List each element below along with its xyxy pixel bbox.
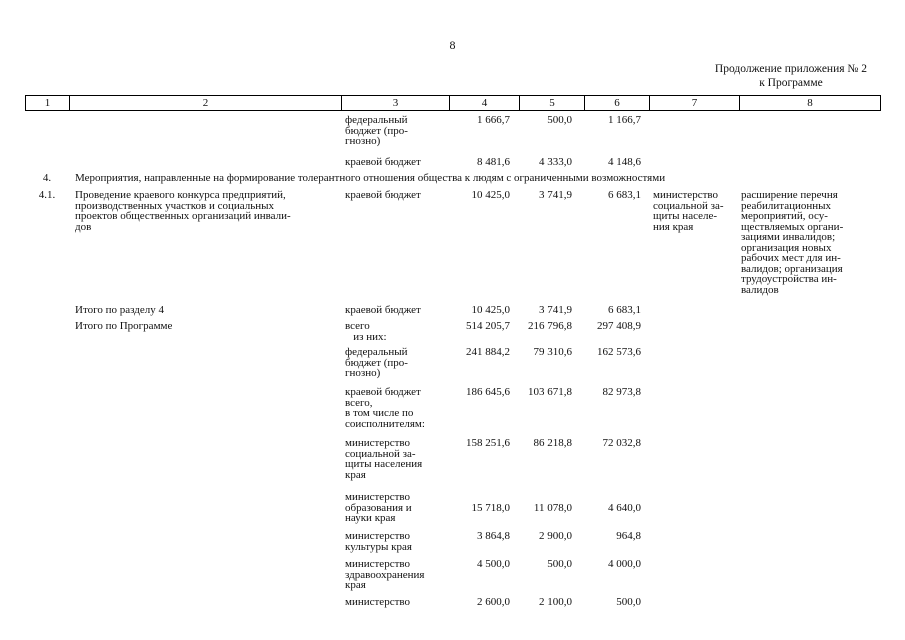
continuation-line-2: к Программе: [759, 77, 823, 89]
year2-amount-cell: 4 640,0: [608, 502, 641, 514]
cell-line: краевой бюджет: [345, 156, 421, 168]
cell-line: ществляемых органи-: [741, 220, 844, 233]
cell-line: краевой бюджет: [345, 386, 421, 398]
total-amount-cell: 10 425,0: [471, 189, 510, 201]
cell-line: министерство: [345, 491, 411, 503]
cell-line: министерство: [653, 189, 719, 201]
year2-amount-cell: 6 683,1: [608, 304, 641, 316]
cell-line: щиты населе-: [653, 210, 718, 222]
funding-source-cell: [345, 305, 445, 316]
cell-line: Итого по разделу 4: [75, 304, 164, 316]
year2-amount-cell: 82 973,8: [602, 386, 641, 398]
cell-line: Итого по Программе: [75, 320, 173, 332]
table-row: [0, 157, 905, 173]
row-number-cell: 4.: [42, 172, 52, 184]
column-header-cell: 6: [585, 96, 650, 111]
column-header-cell: 8: [740, 96, 881, 111]
cell-line: производственных участков и социальных: [75, 199, 275, 212]
column-header-row: [26, 96, 881, 111]
cell-line: края: [345, 579, 366, 591]
cell-line: здравоохранения: [345, 568, 425, 581]
year2-amount-cell: 964,8: [616, 530, 641, 542]
section-heading-row: [0, 173, 905, 190]
cell-line: щиты населения: [345, 458, 423, 470]
funding-source-cell: [345, 115, 445, 147]
funding-source-cell: [345, 321, 445, 342]
total-amount-cell: 10 425,0: [471, 304, 510, 316]
total-amount-cell: 4 500,0: [477, 558, 510, 570]
cell-line: социальной за-: [653, 199, 724, 212]
total-amount-cell: 3 864,8: [477, 530, 510, 542]
continuation-line-1: Продолжение приложения № 2: [714, 63, 867, 75]
funding-source-cell: [345, 190, 445, 201]
page-number: 8: [449, 38, 456, 52]
year1-amount-cell: 500,0: [547, 558, 572, 570]
year1-amount-cell: 86 218,8: [533, 437, 572, 449]
funding-source-cell: [345, 492, 445, 524]
column-header-table: [25, 95, 881, 111]
funding-source-cell: [345, 531, 445, 552]
funding-source-cell: [345, 347, 445, 379]
total-amount-cell: 15 718,0: [471, 502, 510, 514]
funding-source-cell: [345, 597, 445, 608]
cell-line: федеральный: [345, 346, 408, 358]
year1-amount-cell: 2 900,0: [539, 530, 572, 542]
cell-line: бюджет (про-: [345, 124, 408, 137]
year2-amount-cell: 4 148,6: [608, 156, 641, 168]
cell-line: организация новых: [741, 241, 832, 254]
table-row: [0, 597, 905, 611]
year2-amount-cell: 162 573,6: [597, 346, 641, 358]
table-row: [0, 559, 905, 597]
total-amount-cell: 514 205,7: [466, 320, 510, 332]
cell-line: краевой бюджет: [345, 304, 421, 316]
funding-source-cell: [345, 157, 445, 168]
cell-line: расширение перечня: [741, 189, 838, 201]
year2-amount-cell: 297 408,9: [597, 320, 641, 332]
cell-line: культуры края: [345, 540, 412, 553]
year2-amount-cell: 72 032,8: [602, 437, 641, 449]
cell-line: всего,: [345, 396, 373, 409]
year2-amount-cell: 500,0: [616, 596, 641, 608]
year1-amount-cell: 216 796,8: [528, 320, 572, 332]
total-amount-cell: 1 666,7: [477, 114, 510, 126]
cell-line: министерство: [345, 558, 411, 570]
activity-name-cell: [75, 321, 337, 332]
year1-amount-cell: 11 078,0: [533, 502, 572, 514]
funding-source-cell: [345, 387, 445, 429]
table-row: [0, 438, 905, 492]
executor-cell: [653, 190, 738, 232]
year1-amount-cell: 2 100,0: [539, 596, 572, 608]
cell-line: валидов; организация: [741, 262, 843, 275]
cell-line: министерство: [345, 530, 411, 542]
total-amount-cell: 2 600,0: [477, 596, 510, 608]
column-header-cell: 4: [450, 96, 520, 111]
cell-line: трудоустройства ин-: [741, 273, 837, 285]
cell-line: мероприятий, осу-: [741, 210, 828, 222]
funding-source-cell: [345, 559, 445, 591]
cell-line: гнозно): [345, 135, 381, 147]
year2-amount-cell: 4 000,0: [608, 558, 641, 570]
cell-line: бюджет (про-: [345, 356, 408, 369]
cell-line: министерство: [345, 596, 411, 608]
cell-line: гнозно): [345, 367, 381, 379]
funding-source-cell: [345, 438, 445, 480]
cell-line: валидов: [741, 283, 779, 296]
cell-line: реабилитационных: [741, 199, 832, 212]
cell-line: краевой бюджет: [345, 189, 421, 201]
year1-amount-cell: 3 741,9: [539, 304, 572, 316]
year2-amount-cell: 6 683,1: [608, 189, 641, 201]
cell-line: образования и: [345, 501, 412, 514]
cell-line: науки края: [345, 512, 396, 524]
year1-amount-cell: 103 671,8: [528, 386, 572, 398]
year1-amount-cell: 4 333,0: [539, 156, 572, 168]
table-row: [0, 531, 905, 559]
column-header-cell: 3: [342, 96, 450, 111]
table-row: [0, 492, 905, 531]
cell-line: Проведение краевого конкурса предприятий,: [75, 189, 286, 201]
cell-line: рабочих мест для ин-: [741, 252, 841, 264]
cell-line: проектов общественных организаций инвали-: [75, 210, 291, 222]
year1-amount-cell: 3 741,9: [539, 189, 572, 201]
row-number-cell: 4.1.: [38, 189, 56, 201]
total-amount-cell: 186 645,6: [466, 386, 510, 398]
section-total-row: [0, 305, 905, 321]
total-amount-cell: 241 884,2: [466, 346, 510, 358]
expected-result-cell: [741, 190, 877, 295]
cell-line: социальной за-: [345, 447, 416, 460]
column-header-cell: 5: [520, 96, 585, 111]
section-title: Мероприятия, направленные на формирование толерантного отношения общества к людям с ограниченными возможностями: [75, 172, 666, 184]
total-amount-cell: 158 251,6: [466, 437, 510, 449]
continuation-note: [715, 62, 867, 90]
cell-line: федеральный: [345, 114, 408, 126]
cell-line: соисполнителям:: [345, 417, 425, 430]
activity-name-cell: [75, 305, 337, 316]
cell-line: края: [345, 468, 366, 481]
cell-line: зациями инвалидов;: [741, 231, 836, 243]
year2-amount-cell: 1 166,7: [608, 114, 641, 126]
table-row: [0, 190, 905, 305]
cell-line: ния края: [653, 220, 694, 233]
year1-amount-cell: 500,0: [547, 114, 572, 126]
cell-line: министерство: [345, 437, 411, 449]
column-header-cell: 2: [70, 96, 342, 111]
table-body: [0, 115, 905, 611]
cell-line: в том числе по: [345, 407, 414, 419]
total-amount-cell: 8 481,6: [477, 156, 510, 168]
cell-line: из них:: [345, 330, 387, 343]
activity-name-cell: [75, 190, 337, 232]
table-row: [0, 387, 905, 438]
table-row: [0, 347, 905, 387]
table-row: [0, 115, 905, 157]
cell-line: дов: [75, 220, 92, 233]
year1-amount-cell: 79 310,6: [533, 346, 572, 358]
column-header-cell: 7: [650, 96, 740, 111]
column-header-cell: 1: [26, 96, 70, 111]
program-total-row: [0, 321, 905, 347]
cell-line: всего: [345, 320, 370, 332]
